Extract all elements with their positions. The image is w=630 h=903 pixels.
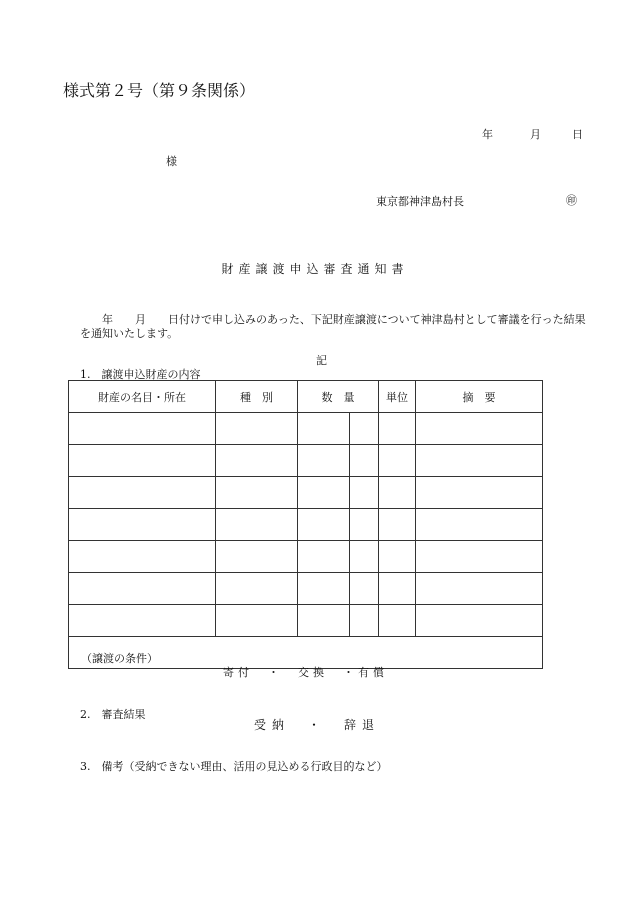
table-cell[interactable]: [216, 605, 298, 637]
table-row: [69, 541, 543, 573]
table-cell[interactable]: [69, 573, 216, 605]
table-cell[interactable]: [416, 509, 543, 541]
table-cell[interactable]: [379, 413, 416, 445]
table-cell[interactable]: [350, 605, 379, 637]
table-cell[interactable]: [350, 413, 379, 445]
form-number: 様式第２号（第９条関係）: [63, 81, 256, 100]
condition-cell: [69, 637, 543, 679]
table-cell[interactable]: [69, 605, 216, 637]
table-cell[interactable]: [379, 445, 416, 477]
table-cell[interactable]: [69, 477, 216, 509]
table-cell[interactable]: [379, 605, 416, 637]
condition-row: [69, 637, 543, 669]
table-cell[interactable]: [416, 573, 543, 605]
table-cell[interactable]: [379, 573, 416, 605]
header-type: 種 別: [216, 381, 298, 413]
table-row: [69, 573, 543, 605]
table-cell[interactable]: [350, 477, 379, 509]
date-day-label: 日: [572, 128, 583, 141]
table-cell[interactable]: [298, 477, 350, 509]
table-cell[interactable]: [69, 445, 216, 477]
table-cell[interactable]: [379, 509, 416, 541]
table-cell[interactable]: [298, 541, 350, 573]
section-1-heading: 1. 譲渡申込財産の内容: [80, 368, 201, 381]
table-cell[interactable]: [216, 573, 298, 605]
table-cell[interactable]: [298, 445, 350, 477]
table-cell[interactable]: [416, 477, 543, 509]
table-cell[interactable]: [298, 573, 350, 605]
table-cell[interactable]: [416, 413, 543, 445]
notice-body-text: 年 月 日付けで申し込みのあった、下記財産譲渡について神津島村として審議を行った結果を通知いたします。: [80, 313, 586, 340]
date-month-label: 月: [530, 128, 541, 141]
table-cell[interactable]: [350, 541, 379, 573]
condition-label: （譲渡の条件）: [81, 652, 158, 665]
table-cell[interactable]: [416, 541, 543, 573]
table-cell[interactable]: [69, 541, 216, 573]
table-cell[interactable]: [216, 541, 298, 573]
table-cell[interactable]: [216, 509, 298, 541]
date-year-label: 年: [482, 128, 493, 141]
table-row: [69, 413, 543, 445]
seal-mark: ㊞: [566, 194, 577, 207]
table-cell[interactable]: [69, 413, 216, 445]
table-cell[interactable]: [298, 509, 350, 541]
property-table: [68, 380, 543, 679]
table-row: [69, 477, 543, 509]
table-cell[interactable]: [298, 605, 350, 637]
result-options: 受納 ・ 辞退: [254, 718, 381, 732]
header-unit: 単位: [379, 381, 416, 413]
condition-options: 寄付 ・ 交換 ・有償: [223, 666, 388, 679]
table-cell[interactable]: [379, 477, 416, 509]
table-cell[interactable]: [216, 413, 298, 445]
table-cell[interactable]: [416, 445, 543, 477]
header-name-location: 財産の名目・所在: [69, 381, 216, 413]
header-summary: 摘 要: [416, 381, 543, 413]
issuer-name: 東京都神津島村長: [376, 195, 464, 208]
table-cell[interactable]: [350, 445, 379, 477]
section-2-heading: 2. 審査結果: [80, 708, 146, 721]
table-row: [69, 445, 543, 477]
addressee-suffix: 様: [166, 155, 177, 168]
ki-marker: 記: [316, 354, 327, 367]
table-header-row: [69, 381, 543, 413]
table-cell[interactable]: [298, 413, 350, 445]
table-cell[interactable]: [216, 477, 298, 509]
table-cell[interactable]: [350, 509, 379, 541]
table-cell[interactable]: [69, 509, 216, 541]
section-3-heading: 3. 備考（受納できない理由、活用の見込める行政目的など）: [80, 760, 388, 773]
document-title: 財産譲渡申込審査通知書: [221, 262, 409, 276]
table-cell[interactable]: [216, 445, 298, 477]
table-cell[interactable]: [416, 605, 543, 637]
table-cell[interactable]: [350, 573, 379, 605]
header-quantity: 数 量: [298, 381, 379, 413]
table-row: [69, 509, 543, 541]
table-cell[interactable]: [379, 541, 416, 573]
table-row: [69, 605, 543, 637]
